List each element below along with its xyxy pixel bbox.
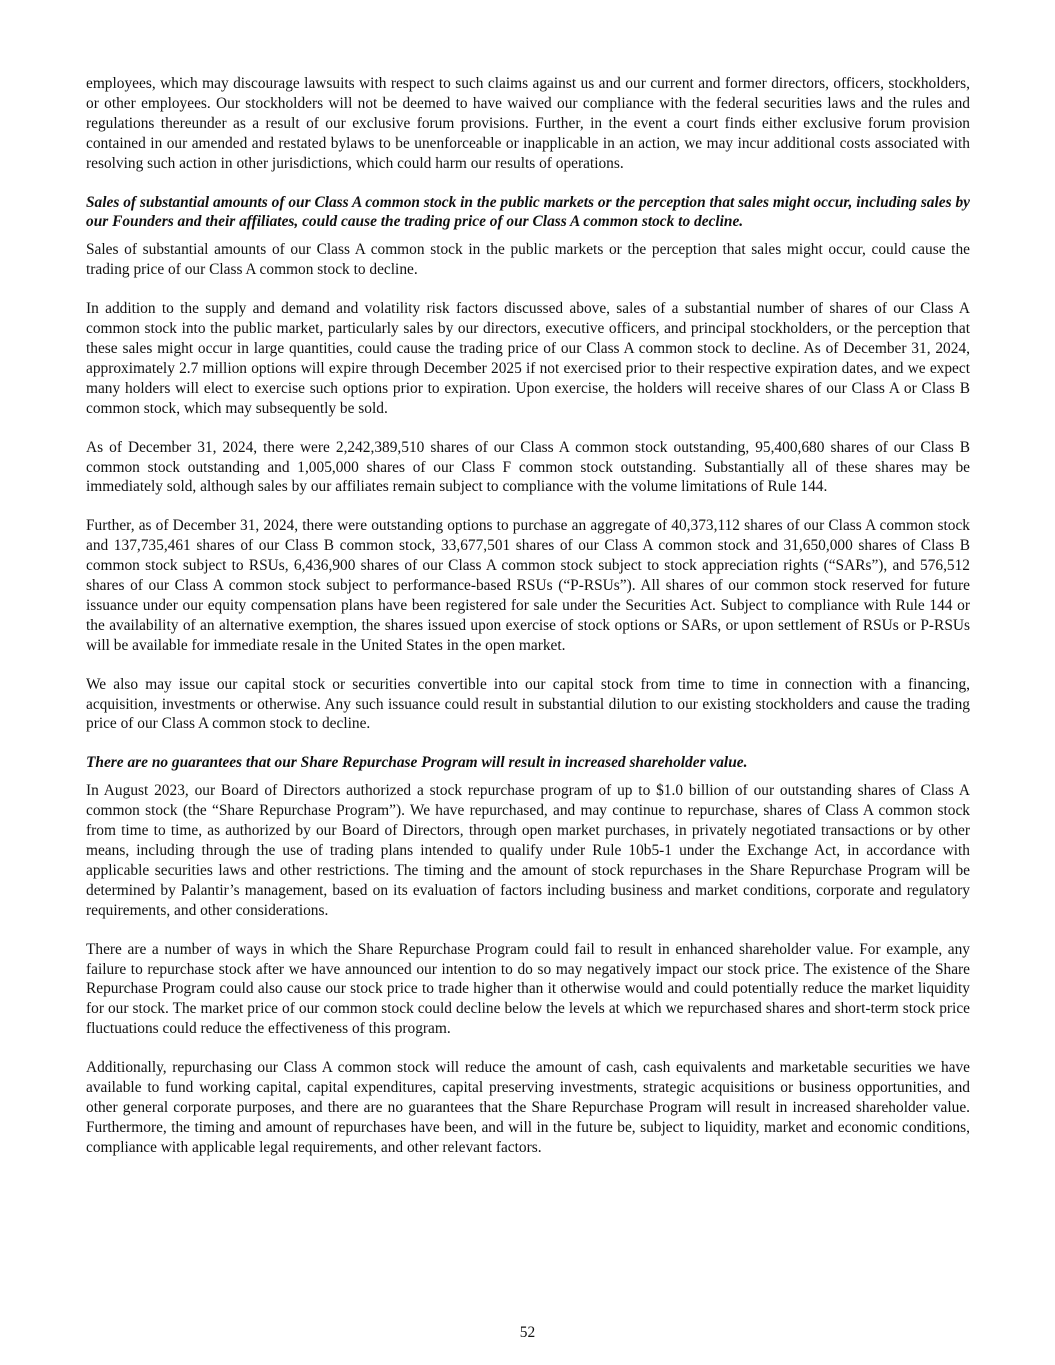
paragraph-shares-outstanding: As of December 31, 2024, there were 2,242,389,510 shares of our Class A common stock outstanding, 95,400,680 shares of our Class B common stock outstanding and 1,005,000 shares of our Class F common stock outstanding. Substantially all of these shares may be immediately sold, although sales by our affiliates remain subject to compliance with the volume limitations of Rule 144.	[86, 438, 970, 496]
paragraph-repurchase-risks: There are a number of ways in which the Share Repurchase Program could fail to result in enhanced shareholder value. For example, any failure to repurchase stock after we have announced our intention to do so may negatively impact our stock price. The existence of the Share Repurchase Program could also cause our stock price to trade higher than it otherwise would and could potentially reduce the market liquidity for our stock. The market price of our common stock could decline below the levels at which we repurchased shares and short-term stock price fluctuations could reduce the effectiveness of this program.	[86, 940, 970, 1038]
heading-share-repurchase-program: There are no guarantees that our Share Repurchase Program will result in increased shareholder value.	[86, 754, 748, 772]
paragraph-repurchase-cash-impact: Additionally, repurchasing our Class A common stock will reduce the amount of cash, cash equivalents and marketable securities we have available to fund working capital, capital expenditures, capital preserving investments, strategic acquisitions or business opportunities, and other general corporate purposes, and there are no guarantees that the Share Repurchase Program will result in increased shareholder value. Furthermore, the timing and amount of repurchases have been, and will in the future be, subject to liquidity, market and economic conditions, compliance with applicable legal requirements, and other relevant factors.	[86, 1059, 970, 1156]
heading-sales-of-class-a-stock: Sales of substantial amounts of our Class A common stock in the public markets or the perception that sales might occur, including sales by our Founders and their affiliates, could cause the trading price of our Class A common stock to decline.	[86, 193, 970, 231]
paragraph-outstanding-options-rsus: Further, as of December 31, 2024, there were outstanding options to purchase an aggregate of 40,373,112 shares of our Class A common stock and 137,735,461 shares of our Class B common stock, 33,677,501 shares of our Class A common stock and 31,650,000 shares of Class B common stock subject to RSUs, 6,436,900 shares of our Class A common stock subject to stock appreciation rights (“SARs”), and 576,512 shares of our Class A common stock subject to performance-based RSUs (“P-RSUs”). All shares of our common stock reserved for future issuance under our equity compensation plans have been registered for sale under the Securities Act. Subject to compliance with Rule 144 or the availability of an alternative exemption, the shares issued upon exercise of stock options or SARs, or upon settlement of RSUs or P-RSUs will be available for immediate resale in the United States in the open market.	[86, 517, 970, 654]
paragraph-capital-stock-issuance: We also may issue our capital stock or securities convertible into our capital stock from time to time in connection with a financing, acquisition, investments or otherwise. Any such issuance could result in substantial dilution to our existing stockholders and cause the trading price of our Class A common stock to decline.	[86, 675, 970, 733]
paragraph-repurchase-authorization: In August 2023, our Board of Directors authorized a stock repurchase program of up to $1.0 billion of our outstanding shares of Class A common stock (the “Share Repurchase Program”). We have repurchased, and may continue to repurchase, shares of Class A common stock from time to time, as authorized by our Board of Directors, through open market purchases, in privately negotiated transactions or by other means, including through the use of trading plans intended to qualify under Rule 10b5-1 under the Exchange Act, in accordance with applicable securities laws and other restrictions. The timing and the amount of stock repurchases in the Share Repurchase Program will be determined by Palantir’s management, based on its evaluation of factors including business and market conditions, corporate and regulatory requirements, and other considerations.	[86, 782, 970, 919]
page-number: 52	[519, 1324, 536, 1341]
document-body	[86, 74, 970, 1158]
paragraph-sales-summary: Sales of substantial amounts of our Class A common stock in the public markets or the perception that sales might occur, could cause the trading price of our Class A common stock to decline.	[86, 241, 970, 279]
paragraph-exclusive-forum-continued: employees, which may discourage lawsuits with respect to such claims against us and our current and former directors, officers, stockholders, or other employees. Our stockholders will not be deemed to have waived our compliance with the federal securities laws and the rules and regulations thereunder as a result of our exclusive forum provisions. Further, in the event a court finds either exclusive forum provision contained in our amended and restated bylaws to be unenforceable or inapplicable in an action, we may incur additional costs associated with resolving such action in other jurisdictions, which could harm our results of operations.	[86, 75, 970, 172]
paragraph-supply-demand-options: In addition to the supply and demand and volatility risk factors discussed above, sales of a substantial number of shares of our Class A common stock into the public market, particularly sales by our directors, executive officers, and principal stockholders, or the perception that these sales might occur in large quantities, could cause the trading price of our Class A common stock to decline. As of December 31, 2024, approximately 2.7 million options will expire through December 2025 if not exercised prior to their respective expiration dates, and we expect many holders will elect to exercise such options prior to expiration. Upon exercise, the holders will receive shares of our Class A or Class B common stock, which may subsequently be sold.	[86, 300, 970, 417]
